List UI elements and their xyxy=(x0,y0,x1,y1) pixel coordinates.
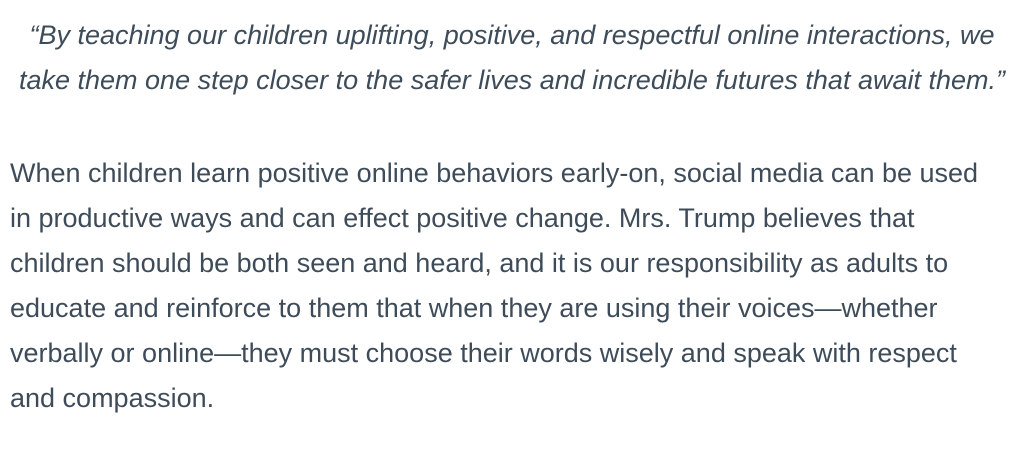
pull-quote xyxy=(0,13,1024,103)
paragraph-line: children should be both seen and heard, and it is our responsibility as adults to xyxy=(10,248,949,278)
paragraph-line: verbally or online—they must choose their words wisely and speak with respect xyxy=(10,338,957,368)
quote-line: take them one step closer to the safer lives and incredible futures that await them.” xyxy=(18,65,1005,95)
quote-line: “By teaching our children uplifting, positive, and respectful online interactions, we xyxy=(29,20,995,50)
paragraph-line: When children learn positive online behaviors early-on, social media can be used xyxy=(10,158,979,188)
paragraph-line: and compassion. xyxy=(10,383,215,413)
paragraph-line: in productive ways and can effect positive change. Mrs. Trump believes that xyxy=(10,203,915,233)
body-paragraph xyxy=(0,151,1024,421)
paragraph-line: educate and reinforce to them that when they are using their voices—whether xyxy=(10,293,938,323)
